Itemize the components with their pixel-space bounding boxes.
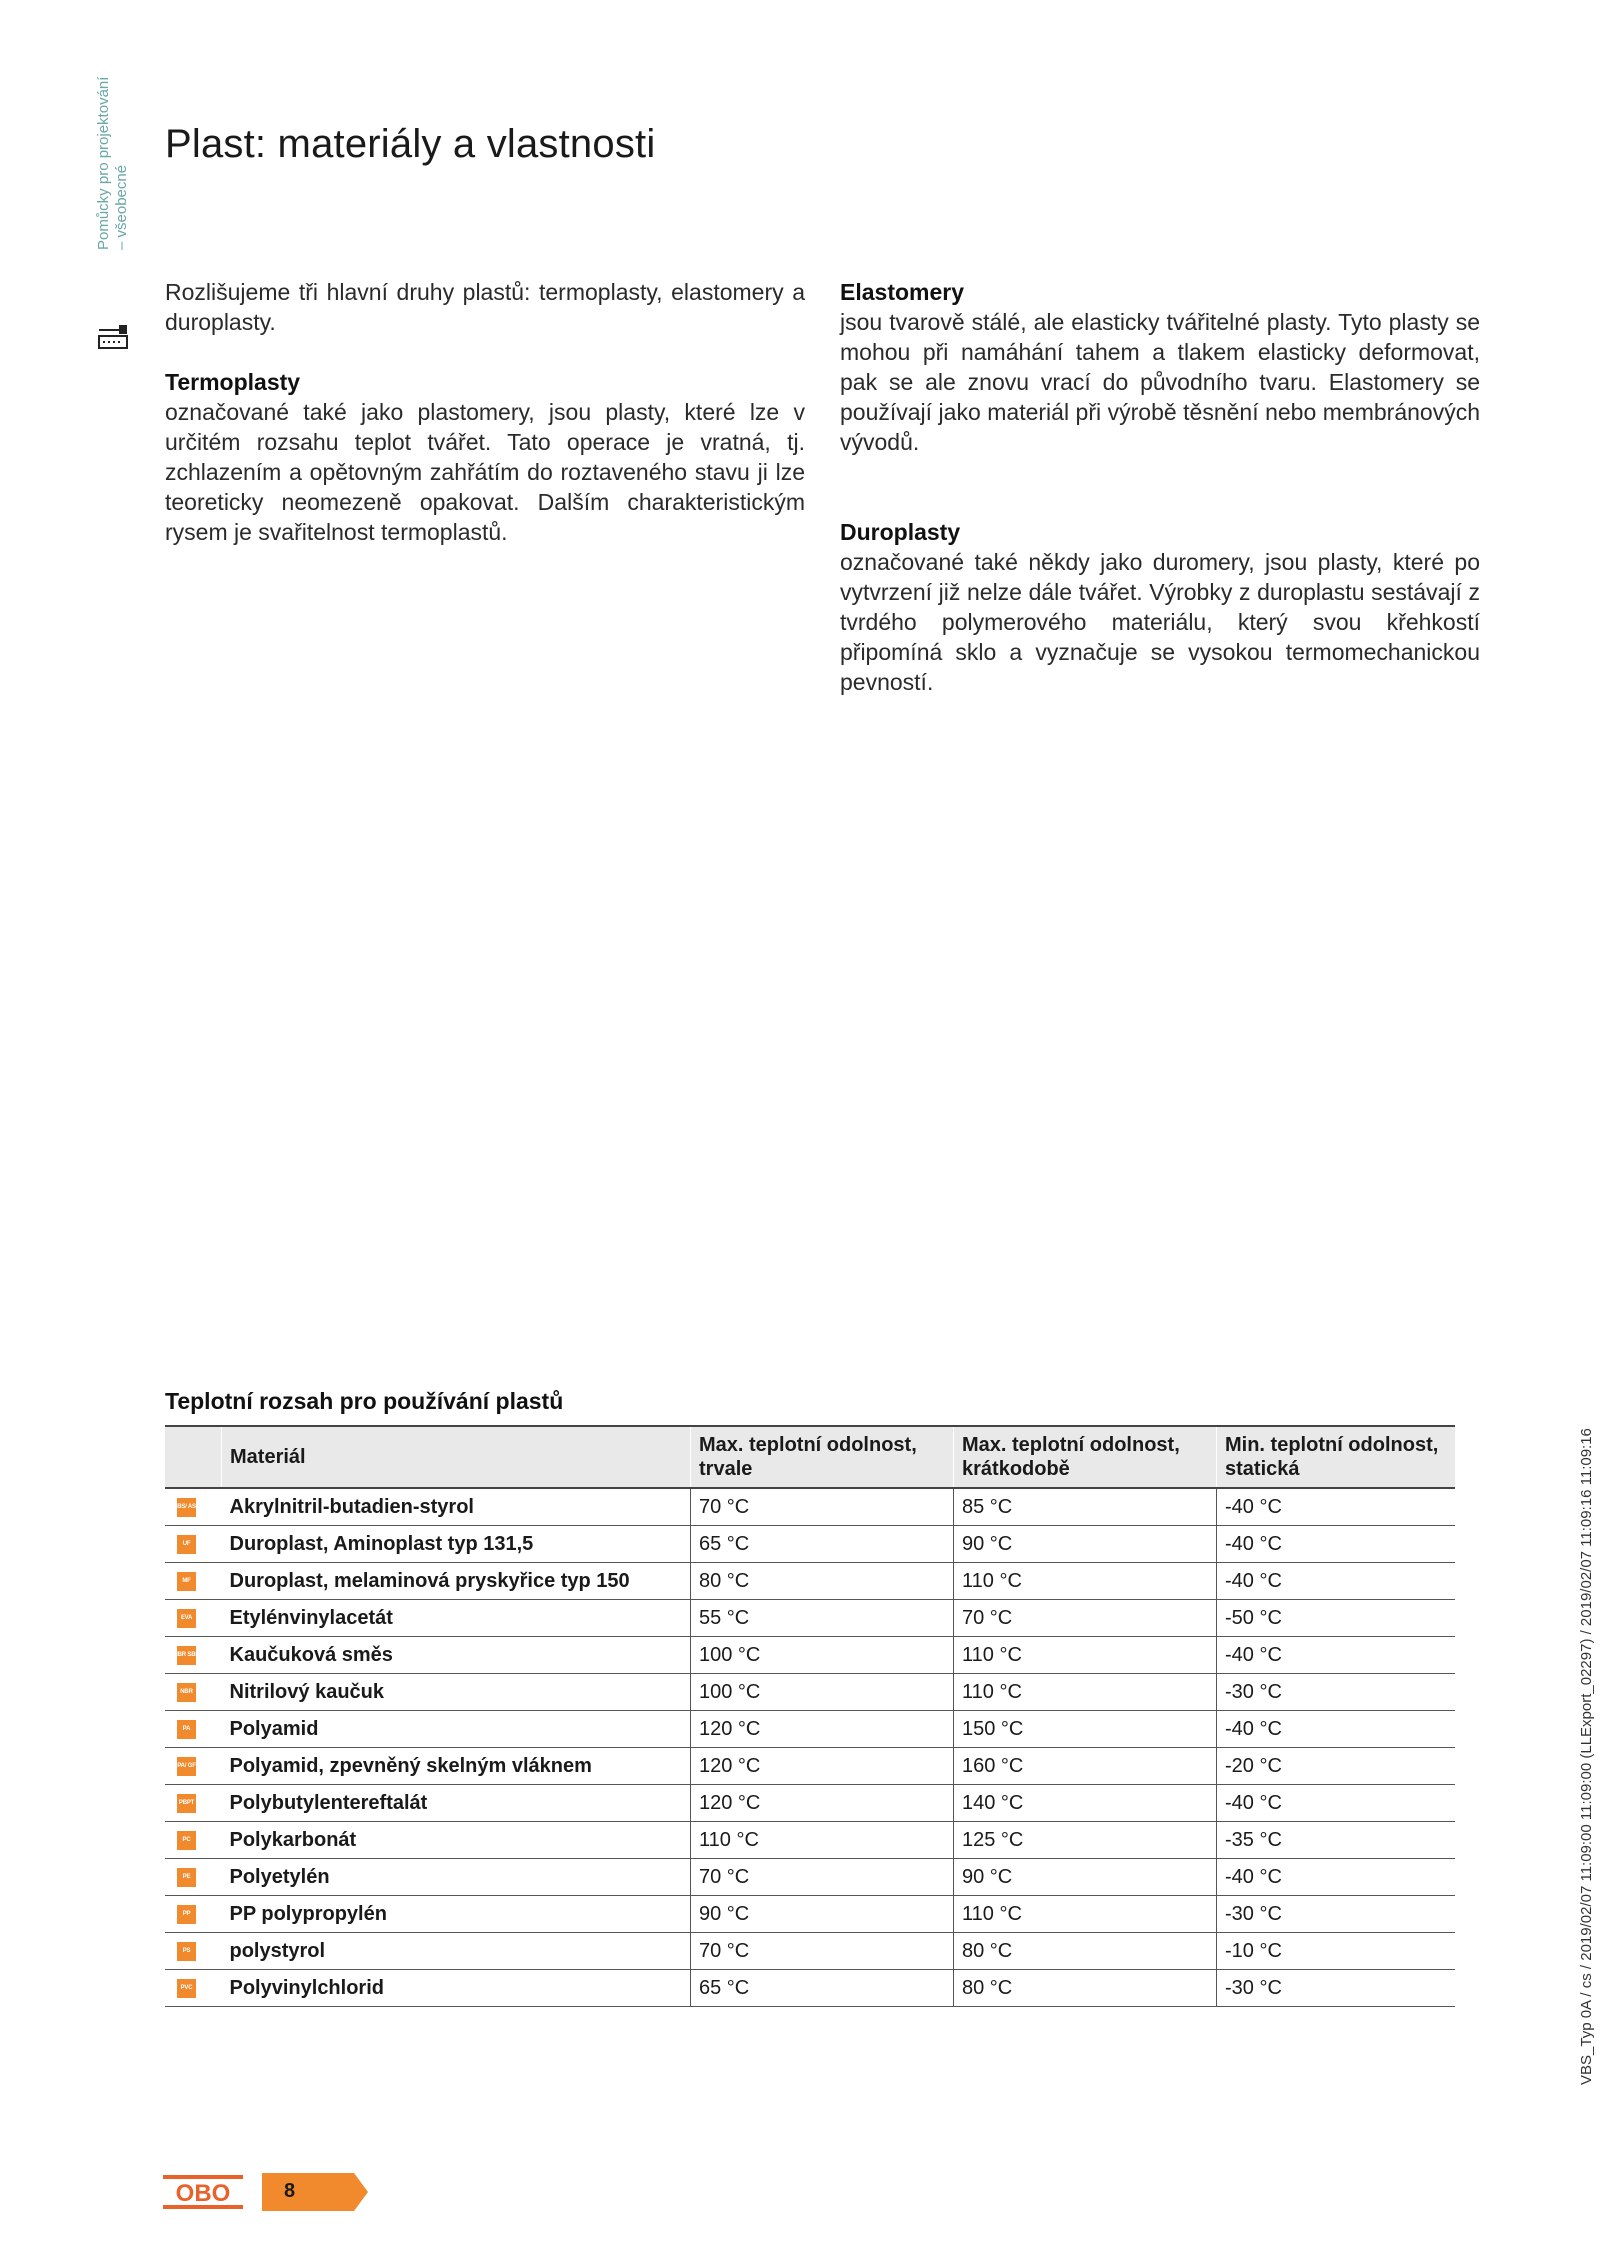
max-short-value: 85 °C — [954, 1488, 1217, 1526]
material-badge-icon: PBPT — [177, 1794, 196, 1813]
table-row — [165, 1526, 1455, 1563]
material-badge-icon: NBR — [177, 1683, 196, 1702]
min-static-value: -40 °C — [1217, 1563, 1456, 1600]
material-badge-icon: PVC — [177, 1979, 196, 1998]
max-permanent-value: 70 °C — [691, 1859, 954, 1896]
max-short-value: 80 °C — [954, 1970, 1217, 2007]
material-name: Duroplast, Aminoplast typ 131,5 — [222, 1526, 691, 1563]
max-short-value: 110 °C — [954, 1896, 1217, 1933]
max-short-value: 80 °C — [954, 1933, 1217, 1970]
min-static-value: -50 °C — [1217, 1600, 1456, 1637]
max-permanent-value: 65 °C — [691, 1970, 954, 2007]
max-short-value: 110 °C — [954, 1563, 1217, 1600]
material-badge-icon: PA/ GF — [177, 1757, 196, 1776]
max-permanent-value: 55 °C — [691, 1600, 954, 1637]
material-name: Nitrilový kaučuk — [222, 1674, 691, 1711]
material-badge-cell — [165, 1970, 222, 2007]
material-badge-cell — [165, 1563, 222, 1600]
termoplasty-heading: Termoplasty — [165, 369, 301, 395]
max-permanent-value: 100 °C — [691, 1674, 954, 1711]
material-badge-icon: PA — [177, 1720, 196, 1739]
max-short-value: 150 °C — [954, 1711, 1217, 1748]
max-short-value: 70 °C — [954, 1600, 1217, 1637]
material-badge-cell — [165, 1896, 222, 1933]
min-static-value: -20 °C — [1217, 1748, 1456, 1785]
right-text-column — [840, 277, 1480, 697]
material-badge-cell — [165, 1785, 222, 1822]
max-permanent-value: 70 °C — [691, 1488, 954, 1526]
header-max-permanent: Max. teplotní odolnost, trvale — [691, 1426, 954, 1488]
material-name: Polyetylén — [222, 1859, 691, 1896]
header-icon-column — [165, 1426, 222, 1488]
document-meta: VBS_Typ 0A / cs / 2019/02/07 11:09:00 11:09:00 (LLExport_02297) / 2019/02/07 11:09:16 11:09:16 — [1578, 1428, 1595, 2085]
material-badge-cell — [165, 1600, 222, 1637]
material-name: Polykarbonát — [222, 1822, 691, 1859]
table-row — [165, 1711, 1455, 1748]
min-static-value: -40 °C — [1217, 1711, 1456, 1748]
max-short-value: 90 °C — [954, 1526, 1217, 1563]
table-row — [165, 1748, 1455, 1785]
material-badge-cell — [165, 1933, 222, 1970]
material-name: polystyrol — [222, 1933, 691, 1970]
max-permanent-value: 80 °C — [691, 1563, 954, 1600]
max-short-value: 160 °C — [954, 1748, 1217, 1785]
material-badge-icon: NBR SBR — [177, 1646, 196, 1665]
elastomery-paragraph: jsou tvarově stálé, ale elasticky tvářitelné plasty. Tyto plasty se mohou při namáhání tahem a tlakem elasticky deformovat, pak se ale znovu vrací do původního tvaru. Elastomery se používají jako materiál při výrobě těsnění nebo membránových vývodů. — [840, 309, 1480, 455]
material-badge-cell — [165, 1822, 222, 1859]
max-short-value: 90 °C — [954, 1859, 1217, 1896]
min-static-value: -40 °C — [1217, 1526, 1456, 1563]
table-row — [165, 1933, 1455, 1970]
design-tools-icon — [97, 322, 129, 352]
termoplasty-paragraph: označované také jako plastomery, jsou plasty, které lze v určitém rozsahu teplot tvářet. Tato operace je vratná, tj. zchlazením a opětovným zahřátím do roztaveného stavu ji lze teoreticky neomezeně opakovat. Dalším charakteristickým rysem je svařitelnost termoplastů. — [165, 399, 805, 545]
material-badge-cell — [165, 1859, 222, 1896]
obo-logo — [163, 2175, 243, 2209]
min-static-value: -30 °C — [1217, 1970, 1456, 2007]
intro-paragraph: Rozlišujeme tři hlavní druhy plastů: termoplasty, elastomery a duroplasty. — [165, 279, 805, 335]
min-static-value: -40 °C — [1217, 1488, 1456, 1526]
elastomery-heading: Elastomery — [840, 279, 965, 305]
material-name: Kaučuková směs — [222, 1637, 691, 1674]
duroplasty-heading: Duroplasty — [840, 519, 961, 545]
max-short-value: 110 °C — [954, 1637, 1217, 1674]
side-tab-label — [95, 77, 131, 250]
material-badge-icon: PP — [177, 1905, 196, 1924]
min-static-value: -30 °C — [1217, 1674, 1456, 1711]
table-row — [165, 1674, 1455, 1711]
material-name: Polyamid — [222, 1711, 691, 1748]
min-static-value: -40 °C — [1217, 1785, 1456, 1822]
header-min-static: Min. teplotní odolnost, statická — [1217, 1426, 1456, 1488]
table-row — [165, 1970, 1455, 2007]
material-badge-icon: UF — [177, 1535, 196, 1554]
side-tab-line-1: Pomůcky pro projektování — [95, 76, 112, 250]
page-title: Plast: materiály a vlastnosti — [165, 122, 656, 166]
material-badge-cell — [165, 1488, 222, 1526]
material-name: PP polypropylén — [222, 1896, 691, 1933]
table-header-row — [165, 1426, 1455, 1488]
table-row — [165, 1896, 1455, 1933]
material-name: Polybutylentereftalát — [222, 1785, 691, 1822]
material-badge-icon: MF — [177, 1572, 196, 1591]
table-body — [165, 1488, 1455, 2007]
material-badge-icon: PE — [177, 1868, 196, 1887]
temperature-table — [165, 1425, 1455, 2007]
max-permanent-value: 120 °C — [691, 1785, 954, 1822]
table-row — [165, 1822, 1455, 1859]
material-badge-cell — [165, 1748, 222, 1785]
material-badge-icon: ABS/ ASA — [177, 1498, 196, 1517]
min-static-value: -40 °C — [1217, 1637, 1456, 1674]
table-row — [165, 1563, 1455, 1600]
material-badge-icon: EVA — [177, 1609, 196, 1628]
table-row — [165, 1637, 1455, 1674]
material-badge-cell — [165, 1526, 222, 1563]
min-static-value: -35 °C — [1217, 1822, 1456, 1859]
obo-logo-text: OBO — [175, 2180, 231, 2207]
table-title: Teplotní rozsah pro používání plastů — [165, 1388, 564, 1414]
side-tab-line-2: – všeobecné — [113, 164, 130, 250]
material-badge-cell — [165, 1674, 222, 1711]
min-static-value: -10 °C — [1217, 1933, 1456, 1970]
min-static-value: -40 °C — [1217, 1859, 1456, 1896]
duroplasty-paragraph: označované také někdy jako duromery, jsou plasty, které po vytvrzení již nelze dále tvářet. Výrobky z duroplastu sestávají z tvrdého polymerového materiálu, který svou křehkostí připomíná sklo a vyznačuje se vysokou termomechanickou pevností. — [840, 549, 1480, 695]
header-max-short: Max. teplotní odolnost, krátkodobě — [954, 1426, 1217, 1488]
max-permanent-value: 65 °C — [691, 1526, 954, 1563]
material-name: Duroplast, melaminová pryskyřice typ 150 — [222, 1563, 691, 1600]
table-row — [165, 1859, 1455, 1896]
material-name: Polyvinylchlorid — [222, 1970, 691, 2007]
max-short-value: 110 °C — [954, 1674, 1217, 1711]
material-badge-cell — [165, 1711, 222, 1748]
max-permanent-value: 70 °C — [691, 1933, 954, 1970]
table-row — [165, 1488, 1455, 1526]
page-number-tab — [262, 2173, 368, 2211]
max-permanent-value: 110 °C — [691, 1822, 954, 1859]
table-row — [165, 1600, 1455, 1637]
material-badge-icon: PC — [177, 1831, 196, 1850]
max-permanent-value: 100 °C — [691, 1637, 954, 1674]
max-short-value: 140 °C — [954, 1785, 1217, 1822]
page-number: 8 — [284, 2180, 296, 2202]
max-permanent-value: 90 °C — [691, 1896, 954, 1933]
header-material: Materiál — [222, 1426, 691, 1488]
material-name: Etylénvinylacetát — [222, 1600, 691, 1637]
material-badge-cell — [165, 1637, 222, 1674]
max-permanent-value: 120 °C — [691, 1711, 954, 1748]
min-static-value: -30 °C — [1217, 1896, 1456, 1933]
max-short-value: 125 °C — [954, 1822, 1217, 1859]
material-name: Polyamid, zpevněný skelným vláknem — [222, 1748, 691, 1785]
material-name: Akrylnitril-butadien-styrol — [222, 1488, 691, 1526]
max-permanent-value: 120 °C — [691, 1748, 954, 1785]
left-text-column — [165, 277, 805, 547]
material-badge-icon: PS — [177, 1942, 196, 1961]
table-row — [165, 1785, 1455, 1822]
